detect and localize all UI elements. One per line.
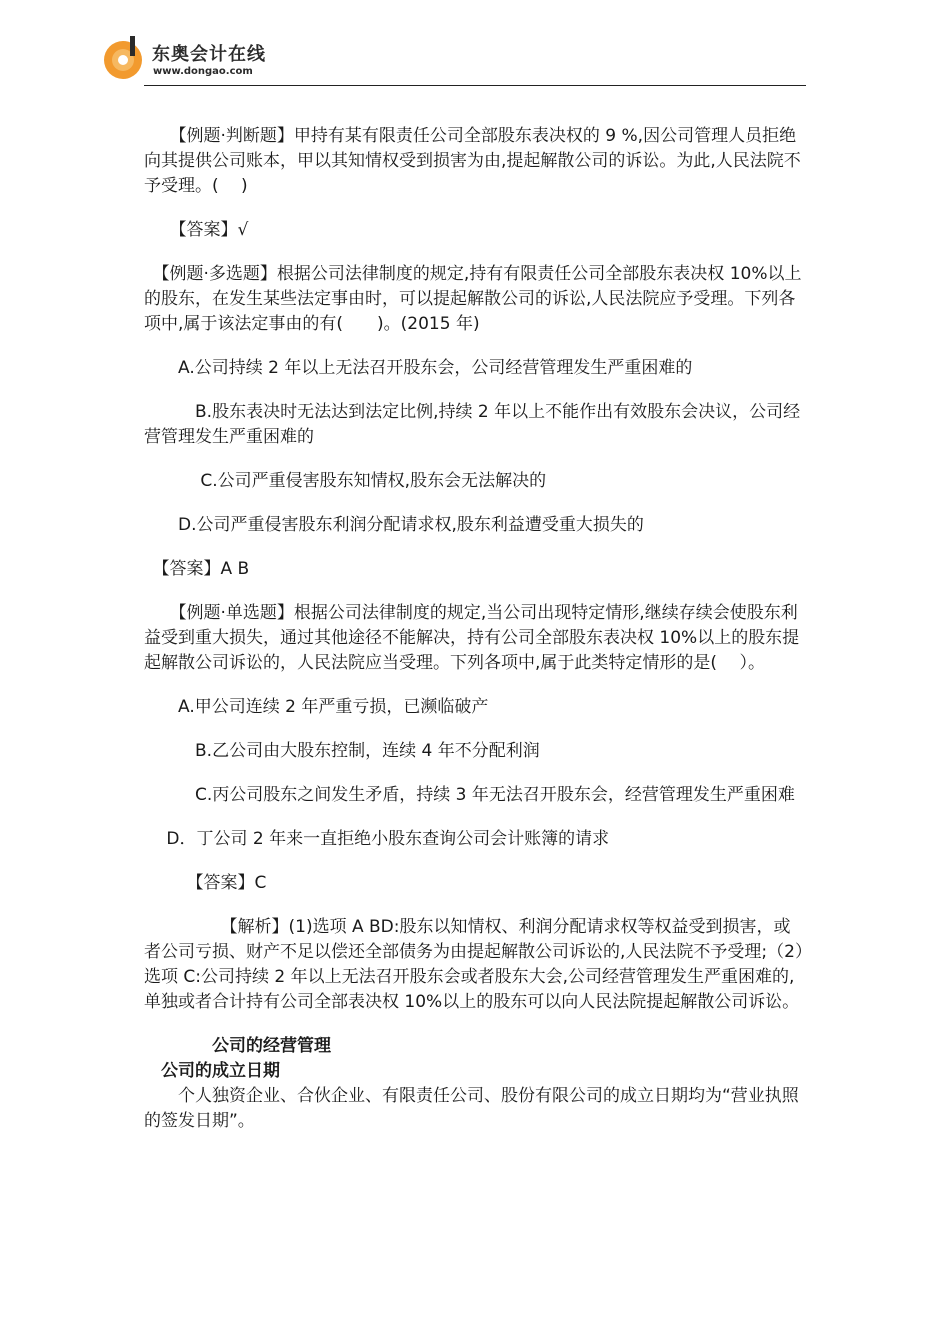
q3-option-d: D．丁公司 2 年来一直拒绝小股东查询公司会计账簿的请求 bbox=[144, 829, 610, 849]
q3-answer: 【答案】C bbox=[144, 873, 267, 893]
q2-stem: 【例题·多选题】根据公司法律制度的规定,持有有限责任公司全部股东表决权 10%以上的股东，在发生某些法定事由时，可以提起解散公司的诉讼,人民法院应予受理。下列各项中,属于该法定事由的有( )。(2015 年) bbox=[144, 264, 802, 334]
q3-analysis: 【解析】(1)选项 A BD:股东以知情权、利润分配请求权等权益受到损害，或者公司亏损、财产不足以偿还全部债务为由提起解散公司诉讼的,人民法院不予受理;（2）选项 C:公司持续 2 年以上无法召开股东会或者股东大会,公司经营管理发生严重困难的,单独或者合计持有公司全部表决权 10%以上的股东可以向人民法院提起解散公司诉讼。 bbox=[144, 917, 804, 1012]
header-divider bbox=[144, 85, 806, 86]
q2-option-a: A.公司持续 2 年以上无法召开股东会，公司经营管理发生严重困难的 bbox=[144, 358, 693, 378]
page-header bbox=[100, 30, 806, 88]
q3-option-c: C.丙公司股东之间发生矛盾，持续 3 年无法召开股东会，经营管理发生严重困难 bbox=[144, 785, 795, 805]
q3-stem: 【例题·单选题】根据公司法律制度的规定,当公司出现特定情形,继续存续会使股东利益受到重大损失，通过其他途径不能解决，持有公司全部股东表决权 10%以上的股东提起解散公司诉讼的，人民法院应当受理。下列各项中,属于此类特定情形的是( ）。 bbox=[144, 603, 800, 673]
q2-option-b: B.股东表决时无法达到法定比例,持续 2 年以上不能作出有效股东会决议，公司经营管理发生严重困难的 bbox=[144, 402, 801, 447]
section-heading-management: 公司的经营管理 bbox=[144, 1036, 331, 1056]
q3-option-a: A.甲公司连续 2 年严重亏损，已濒临破产 bbox=[144, 697, 489, 717]
q2-option-d: D.公司严重侵害股东利润分配请求权,股东利益遭受重大损失的 bbox=[144, 515, 644, 535]
q3-option-b: B.乙公司由大股东控制，连续 4 年不分配利润 bbox=[144, 741, 540, 761]
document-body bbox=[144, 124, 806, 1134]
q2-option-c: C.公司严重侵害股东知情权,股东会无法解决的 bbox=[144, 471, 547, 491]
brand-url: www.dongao.com bbox=[153, 66, 253, 77]
dongao-logo-icon bbox=[100, 34, 146, 80]
brand-name: 东奥会计在线 bbox=[152, 44, 266, 65]
q1-answer: 【答案】√ bbox=[144, 220, 249, 240]
q2-answer: 【答案】A B bbox=[144, 559, 250, 579]
q1-stem: 【例题·判断题】甲持有某有限责任公司全部股东表决权的 9 %,因公司管理人员拒绝向其提供公司账本，甲以其知情权受到损害为由,提起解散公司的诉讼。为此,人民法院不予受理。( ) bbox=[144, 126, 801, 196]
section-heading-establishment-date: 公司的成立日期 bbox=[144, 1061, 280, 1081]
section-body: 个人独资企业、合伙企业、有限责任公司、股份有限公司的成立日期均为“营业执照的签发日期”。 bbox=[144, 1086, 799, 1131]
